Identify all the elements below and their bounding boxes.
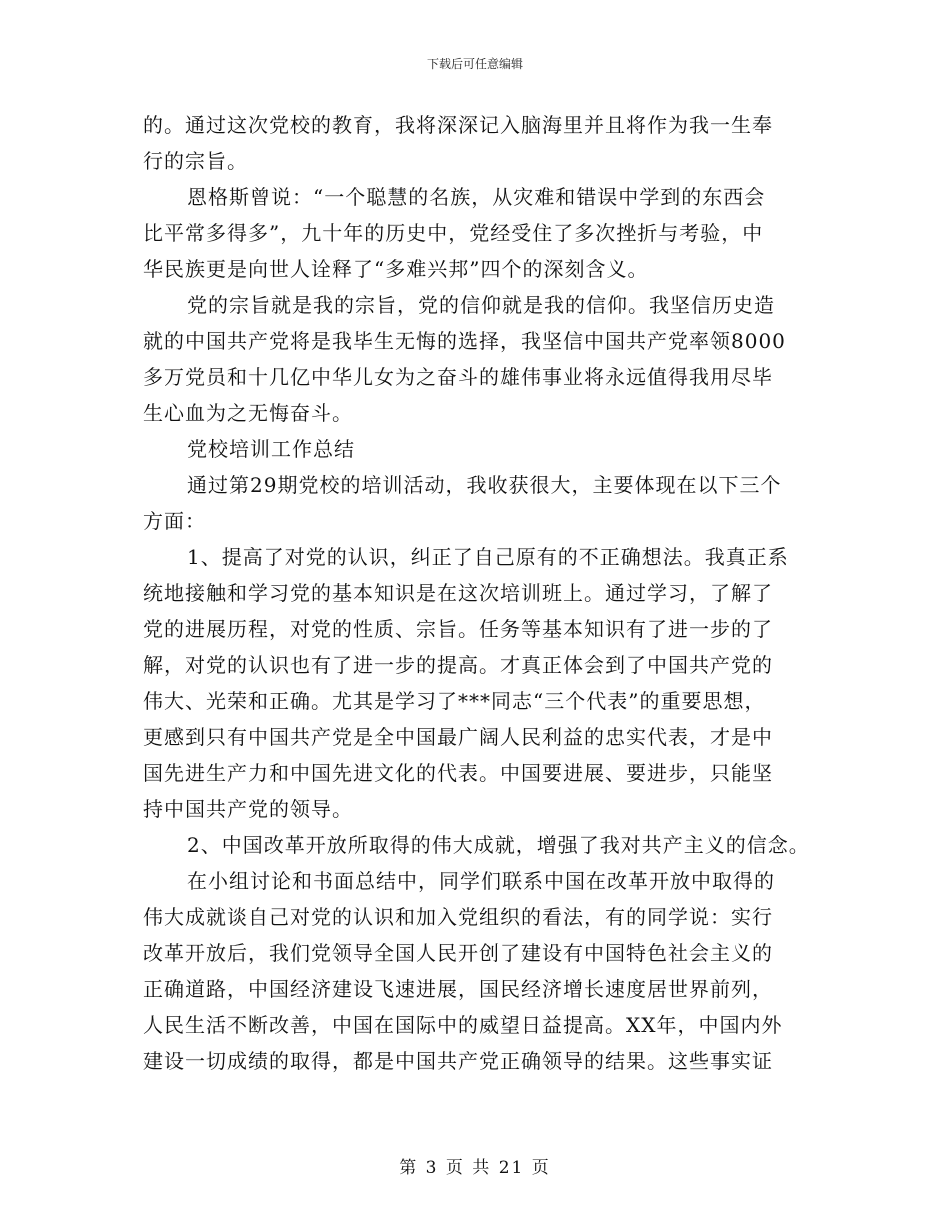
text-line: 伟大、光荣和正确。尤其是学习了***同志“三个代表”的重要思想， [143, 689, 766, 713]
page-number: 第 3 页 共 21 页 [399, 1158, 551, 1178]
text-line: 持中国共产党的领导。 [143, 797, 353, 821]
text-line: 就的中国共产党将是我毕生无悔的选择，我坚信中国共产党率领8000 [143, 329, 786, 353]
text-line: 人民生活不断改善，中国在国际中的威望日益提高。XX年，中国内外 [143, 1013, 783, 1037]
text-line: 华民族更是向世人诠释了“多难兴邦”四个的深刻含义。 [143, 257, 649, 281]
text-line: 在小组讨论和书面总结中，同学们联系中国在改革开放中取得的 [187, 869, 775, 893]
text-line: 1、提高了对党的认识，纠正了自己原有的不正确想法。我真正系 [187, 545, 789, 569]
text-line: 伟大成就谈自己对党的认识和加入党组织的看法，有的同学说：实行 [143, 905, 773, 929]
text-line: 2、中国改革开放所取得的伟大成就，增强了我对共产主义的信念。 [187, 833, 810, 857]
text-line: 统地接触和学习党的基本知识是在这次培训班上。通过学习，了解了 [143, 581, 773, 605]
text-line: 解，对党的认识也有了进一步的提高。才真正体会到了中国共产党的 [143, 653, 773, 677]
document-body [143, 107, 833, 1079]
text-line: 党的宗旨就是我的宗旨，党的信仰就是我的信仰。我坚信历史造 [187, 293, 775, 317]
text-line: 比平常多得多”，九十年的历史中，党经受住了多次挫折与考验，中 [143, 221, 764, 245]
text-line: 正确道路，中国经济建设飞速进展，国民经济增长速度居世界前列， [143, 977, 773, 1001]
text-line: 党校培训工作总结 [187, 437, 355, 461]
text-line: 行的宗旨。 [143, 149, 248, 173]
text-line: 生心血为之无悔奋斗。 [143, 401, 353, 425]
text-line: 的。通过这次党校的教育，我将深深记入脑海里并且将作为我一生奉 [143, 113, 773, 137]
page-header: 下载后可任意编辑 [426, 57, 523, 71]
text-line: 多万党员和十几亿中华儿女为之奋斗的雄伟事业将永远值得我用尽毕 [143, 365, 773, 389]
text-line: 建设一切成绩的取得，都是中国共产党正确领导的结果。这些事实证 [143, 1049, 773, 1073]
text-line: 通过第29期党校的培训活动，我收获很大，主要体现在以下三个 [187, 473, 782, 497]
text-line: 方面： [143, 509, 206, 533]
text-line: 改革开放后，我们党领导全国人民开创了建设有中国特色社会主义的 [143, 941, 773, 965]
text-line: 更感到只有中国共产党是全中国最广阔人民利益的忠实代表，才是中 [143, 725, 773, 749]
text-line: 党的进展历程，对党的性质、宗旨。任务等基本知识有了进一步的了 [143, 617, 773, 641]
text-line: 恩格斯曾说：“一个聪慧的名族，从灾难和错误中学到的东西会 [187, 185, 766, 209]
text-line: 国先进生产力和中国先进文化的代表。中国要进展、要进步，只能坚 [143, 761, 773, 785]
